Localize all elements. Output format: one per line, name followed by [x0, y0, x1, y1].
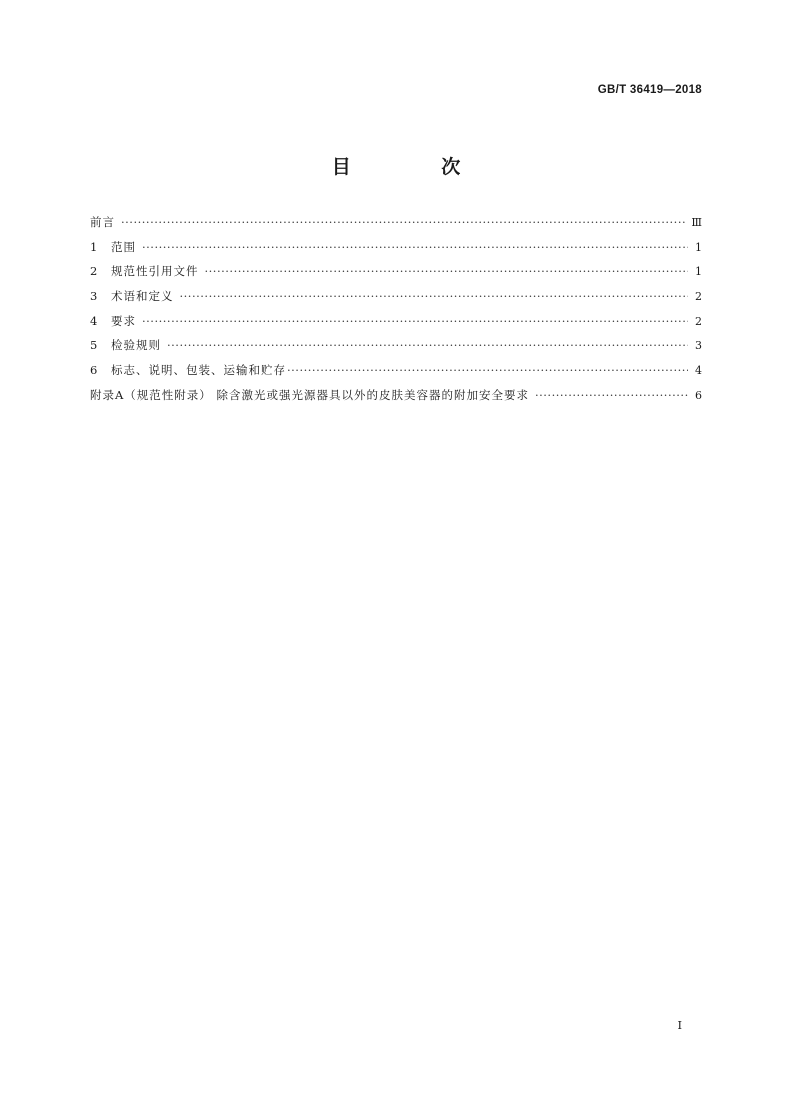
toc-entry-page: 3 — [695, 339, 702, 353]
toc-entry-inspection-rules[interactable] — [90, 337, 702, 362]
toc-entry-terms-definitions[interactable] — [90, 288, 702, 313]
toc-entry-annex-a[interactable] — [90, 387, 702, 412]
toc-leader-dots — [142, 314, 688, 328]
toc-entry-page: 6 — [695, 388, 702, 402]
toc-entry-number: 3 — [90, 289, 98, 304]
standard-number: GB/T 36419—2018 — [597, 84, 702, 96]
toc-entry-label: 前言 — [90, 215, 115, 229]
toc-leader-dots — [142, 240, 688, 254]
toc-leader-dots — [287, 363, 688, 377]
toc-leader-dots — [167, 338, 688, 352]
toc-entry-label: 检验规则 — [111, 338, 161, 353]
toc-entry-number: 2 — [90, 264, 98, 279]
toc-entry-number: 5 — [90, 338, 98, 353]
toc-entry-page: 4 — [695, 364, 702, 378]
page-number: Ⅰ — [677, 1018, 682, 1032]
toc-entry-number: 4 — [90, 313, 98, 328]
toc-leader-dots — [121, 215, 687, 229]
toc-entry-foreword[interactable] — [90, 214, 702, 239]
toc-entry-label: 要求 — [111, 313, 136, 328]
toc-leader-dots — [180, 289, 689, 303]
toc-title: 目 次 — [331, 156, 503, 178]
toc-leader-dots — [535, 388, 688, 402]
toc-entry-label: 范围 — [111, 239, 136, 254]
toc-entry-label: 标志、说明、包装、运输和贮存 — [111, 363, 286, 378]
toc-entry-label: 术语和定义 — [111, 289, 174, 304]
toc-entry-normative-references[interactable] — [90, 263, 702, 288]
toc-entry-page: 2 — [695, 314, 702, 328]
toc-entry-page: 1 — [695, 265, 702, 279]
toc-entry-label: 附录A（规范性附录） 除含激光或强光源器具以外的皮肤美容器的附加安全要求 — [90, 387, 529, 402]
toc-entry-scope[interactable] — [90, 239, 702, 264]
toc-leader-dots — [205, 264, 689, 278]
toc-entry-requirements[interactable] — [90, 313, 702, 338]
toc-entry-marking-packaging[interactable] — [90, 362, 702, 387]
toc-entry-page: 1 — [695, 240, 702, 254]
table-of-contents — [90, 214, 702, 412]
toc-entry-number: 1 — [90, 239, 98, 254]
toc-entry-label: 规范性引用文件 — [111, 264, 199, 279]
toc-entry-number: 6 — [90, 363, 98, 378]
toc-entry-page: 2 — [695, 290, 702, 304]
toc-entry-page: Ⅲ — [691, 216, 702, 229]
